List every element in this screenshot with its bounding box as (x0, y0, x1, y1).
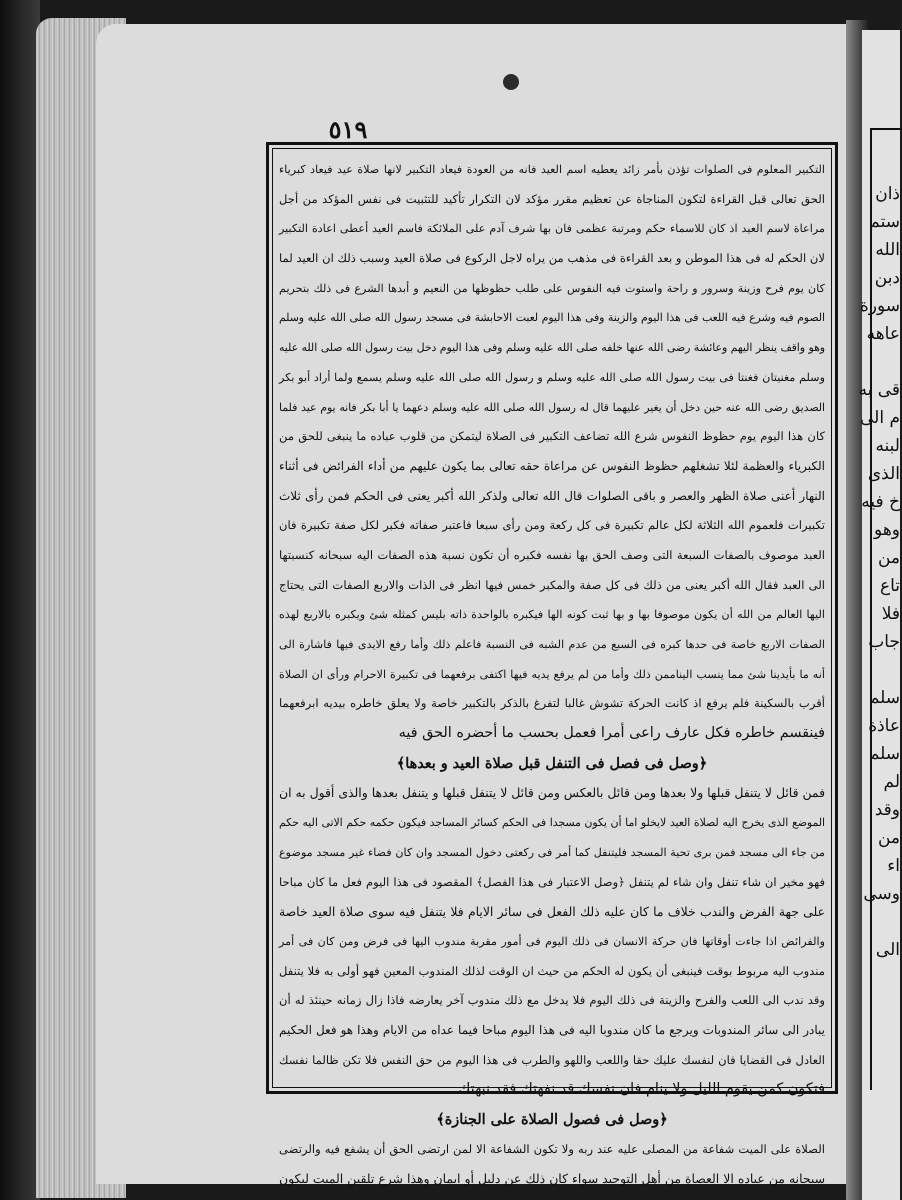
text-line: فهو مخير ان شاء تنفل وان شاء لم يتنفل ﴿وصل الاعتبار فى هذا الفصل﴾ المقصود فى هذا اليوم فعل ما كان مباحا (279, 874, 825, 889)
text-line: الموضع الذى يخرج اليه لصلاة العيد لايخلو اما أن يكون مسجدا فى الحكم كسائر المساجد فيكون حكمه حكم الاتى اليه حكم (279, 816, 825, 830)
text-line: فينقسم خاطره فكل عارف راعى أمرا فعمل بحسب ما أحضره الحق فيه (398, 725, 825, 742)
text-line: النهار أعنى صلاة الظهر والعصر و باقى الصلوات قال الله تعالى ولذكر الله أكبر يعنى فى الحكم فمن رأى ثلاث (279, 488, 825, 503)
text-line: العادل فى القضايا فان لنفسك عليك حقا واللعب واللهو والطرب فى هذا اليوم من حق النفس فلا تكن ظالما نفسك (279, 1052, 825, 1067)
text-line: فتكون كمن يقوم الليل ولا ينام فان نفسك قد نفهتك فقد نبهتك (458, 1081, 825, 1098)
main-text-block (279, 155, 825, 1187)
page-number: ٥١٩ (328, 115, 368, 144)
text-line: يبادر الى سائر المندوبات ويرجع ما كان مندوبا اليه فى هذا اليوم مباحا فيما عداه من الايام وهذا هو فعل الحكيم (279, 1022, 825, 1037)
text-line: العبد موصوف بالصفات السبعة التى وصف الحق بها نفسه فكبره أن تكون نسبة هذه الصفات اليه سبحانه كنسبتها (279, 547, 825, 562)
text-line: وسلم مغنيتان فغنتا فى بيت رسول الله صلى الله عليه وسلم و رسول الله صلى الله عليه وسلم يسمع ولما أراد أبو بكر (279, 370, 825, 384)
text-line: على جهة الفرض والندب خلاف ما كان عليه ذلك الفعل فى سائر الايام فلا يتنفل فيه سوى صلاة العيد خاصة (279, 904, 825, 920)
text-line: والفرائض اذا جاءت أوقاتها فان حركة الانسان فى ذلك اليوم فى أمور مقربة مندوب اليها فى فرض ومن كان فى أمر (279, 934, 825, 948)
text-line: أنه ما بأيدينا شئ مما ينسب اليناممن ذلك وأما من لم يرفع يديه فيها اكتفى برفعهما فى تكبيرة الاحرام ورأى ان الصلاة (279, 667, 825, 681)
text-line: مراعاة لاسم العيد اذ كان للاسماء حكم ومرتبة عظمى فان بها شرف آدم على الملائكة فاسم العيد أعطى اعادة التكبير (279, 222, 825, 236)
text-line: من جاء الى مسجد فمن برى تحية المسجد فليتنفل كما أمر فى ركعتى دخول المسجد وان كان فضاء غير مسجد موضوع (279, 845, 825, 859)
book-binding-edge (0, 0, 40, 1200)
text-line: كان يوم فرح وزينة وسرور و راحة واستوت فيه النفوس على طلب حظوظها من النعيم و أبدها الشرع فى ذلك بتحريم (279, 281, 825, 295)
text-line: الصلاة على الميت شفاعة من المصلى عليه عند ربه ولا تكون الشفاعة الا لمن ارتضى الحق أن يشفع فيه والرتضى (279, 1141, 825, 1156)
text-line: أقرب بالسكينة فلم يرفع اذ كانت الحركة تشوش غالبا لتفرغ بالذكر بالتكبير خاصة ولا يعلق خاطره بيديه ابرفعهما (279, 696, 825, 711)
text-line: فمن قائل لا يتنفل قبلها ولا بعدها ومن قائل بالعكس ومن قائل لا يتنفل قبلها و يتنفل بعدها والذى أقول به ان (279, 785, 825, 801)
text-line: الحق تعالى قبل القراءة لتكون المناجاة عن تعظيم مقرر مؤكد لان التكرار تأكيد للتثبيت فى نفس المؤكد من أجل (279, 191, 825, 206)
text-line: الكبرياء والعظمة لئلا تشغلهم حظوظ النفوس عن مراعاة حقه تعالى بما يكون عليهم من أداء الفرائض فى أثناء (279, 458, 825, 473)
text-line: وقد ندب الى اللعب والفرح والزينة فى ذلك اليوم فلا يدخل مع ذلك مندوب آخر يعارضه فاذا زال زمانه حينئذ له أن (279, 993, 825, 1008)
text-line: التكبير المعلوم فى الصلوات تؤذن بأمر زائد يعطيه اسم العيد فانه من العودة فيعاد التكبير لانها صلاة عيد فيعاد كبرياء (279, 163, 825, 176)
section-heading: ﴿وصل فى فصل فى التنفل قبل صلاة العيد و بعدها﴾ (396, 754, 708, 772)
text-line: تكبيرات فلعموم الله الثلاثة لكل عالم تكبيرة فى كل ركعة ومن رأى سبعا فاعتبر صفاته فكبر لكل صفة تكبيرة فان (279, 518, 825, 533)
text-line: الى العبد فقال الله أكبر يعنى من ذلك فى كل صفة والمكبر خمس فيها انظر فى الذات والاربع الصفات التى يحتاج (279, 577, 825, 592)
section-heading: ﴿وصل فى فصول الصلاة على الجنازة﴾ (436, 1111, 668, 1128)
text-line: اليها العالم من الله أن يكون موصوفا بها و بها ثبت كونه الها فيكبره بالواحدة ذاته بليس كمثله شئ ويكبره بالاربع لهذه (279, 608, 825, 622)
facing-page-text: ذان ستم الله دبن سورة عاهه قى به م الى لبنه الذى خ فيه وهو من تاع فلا جاب سلم عاذة سلم لم وقد من اء وسى الى (858, 184, 900, 960)
binding-hole-mark (503, 74, 519, 90)
text-line: لان الحكم له فى هذا الموطن و بعد القراءة فى مذهب من يراه لاجل الركوع فى صلاة العيد وسبب ذلك ان العيد لما (279, 251, 825, 266)
text-line: وهو واقف ينظر اليهم وعائشة رضى الله عنها خلفه صلى الله عليه وسلم وفى هذا اليوم دخل بيت رسول الله صلى الله عليه (279, 341, 825, 355)
text-line: كان هذا اليوم يوم حظوظ النفوس شرع الله تضاعف التكبير فى الصلاة ليتمكن من قلوب عباده ما ينبغى للحق من (279, 429, 825, 444)
text-line: الصوم فيه وشرع فيه اللعب فى هذا اليوم والزينة وفى هذا اليوم لعبت الاحابشة فى مسجد رسول الله صلى الله عليه وسلم (279, 311, 825, 325)
text-frame (272, 148, 832, 1187)
text-line: الصديق رضى الله عنه حين دخل أن يغير عليهما قال له رسول الله صلى الله عليه وسلم دعهما يا أبا بكر فانه يوم عيد فلما (279, 400, 825, 414)
text-line: سبحانه من عباده الا العصاة من أهل التوحيد سواء كان ذلك عن دليل أو ايمان وهذا شرع تلقين الميت ليكون (279, 1171, 825, 1187)
text-line: الصفات الاربع خاصة فى حدها كبره فى السبع من عدم الشبه فى النسبة فاعلم ذلك وأما رفع الايدى فيها فاشارة الى (279, 638, 825, 651)
text-line: مندوب اليه مربوط بوقت فينبغى أن يكون له الحكم من حيث ان الوقت لذلك المندوب المعين فهو أولى به فلا يتنفل (279, 963, 825, 978)
